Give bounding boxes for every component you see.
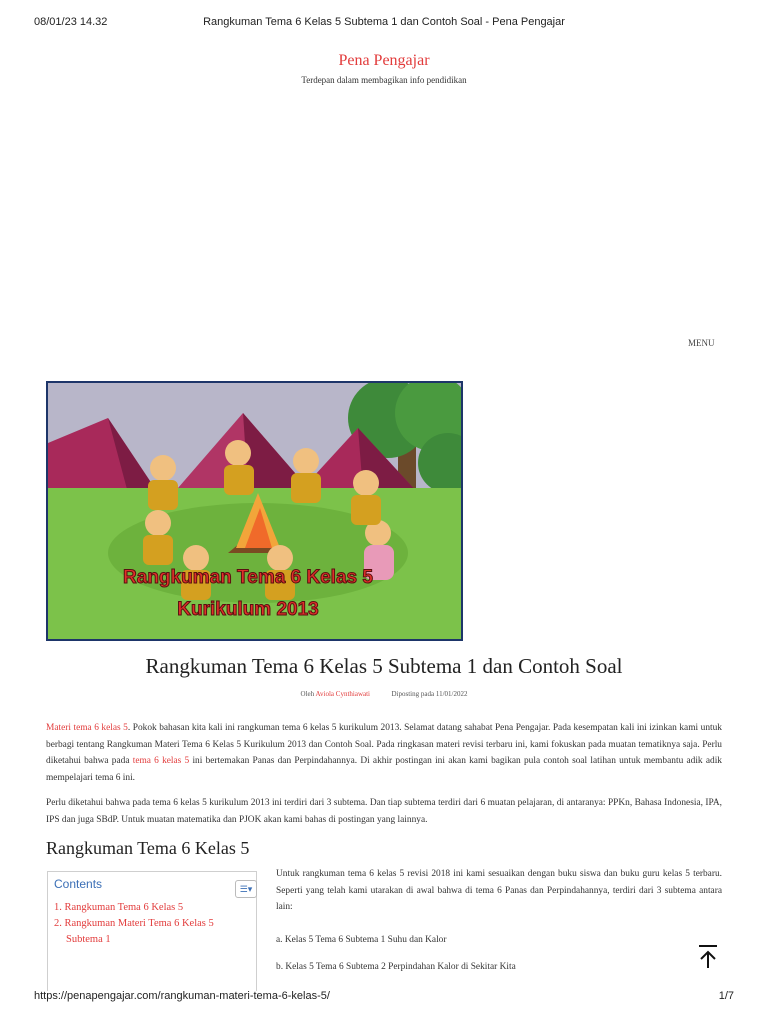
print-date: 08/01/23 14.32 bbox=[34, 16, 108, 28]
print-header bbox=[34, 16, 734, 30]
site-title[interactable]: Pena Pengajar bbox=[338, 52, 430, 69]
author-link[interactable]: Aviola Cynthiawati bbox=[315, 690, 370, 698]
site-tagline: Terdepan dalam membagikan info pendidikan bbox=[301, 75, 467, 85]
intro-text-b: ini bertemakan Panas dan Perpindahannya. Di akhir postingan ini akan kami bagikan pula contoh soal latihan untuk membantu adik adik mempelajari tema 6 ini. bbox=[46, 756, 722, 783]
campfire-illustration bbox=[48, 383, 461, 639]
menu-button[interactable]: MENU bbox=[688, 338, 715, 348]
subtema-paragraph: Perlu diketahui bahwa pada tema 6 kelas 5 kurikulum 2013 ini terdiri dari 3 subtema. Dan tiap subtema terdiri dari 6 muatan pelajaran, di antaranya: PPKn, Bahasa Indonesia, IPA, IPS dan juga SBdP. Untuk muatan matematika dan PJOK akan kami bahas di postingan yang lainnya. bbox=[46, 798, 722, 825]
toc-item-continuation[interactable]: Subtema 1 bbox=[66, 934, 111, 945]
print-url: https://penapengajar.com/rangkuman-materi-tema-6-kelas-5/ bbox=[34, 990, 330, 1002]
subtema-item-a: a. Kelas 5 Tema 6 Subtema 1 Suhu dan Kalor bbox=[276, 934, 447, 945]
table-of-contents bbox=[47, 871, 257, 991]
intro-paragraph bbox=[46, 720, 722, 786]
toc-title: Contents bbox=[54, 877, 103, 891]
post-title: Rangkuman Tema 6 Kelas 5 Subtema 1 dan Contoh Soal bbox=[145, 654, 623, 678]
tema-link[interactable]: tema 6 kelas 5 bbox=[132, 756, 190, 766]
post-meta bbox=[0, 690, 768, 698]
materi-link[interactable]: Materi tema 6 kelas 5 bbox=[46, 723, 128, 733]
print-page-number: 1/7 bbox=[718, 990, 734, 1002]
hero-image bbox=[46, 381, 463, 641]
toc-item[interactable]: 2. Rangkuman Materi Tema 6 Kelas 5 bbox=[54, 918, 214, 929]
toc-list bbox=[54, 900, 214, 948]
list-toggle-icon[interactable]: ☰▾ bbox=[235, 880, 257, 898]
hero-caption-line2: Kurikulum 2013 bbox=[177, 599, 319, 620]
arrow-up-to-top-icon[interactable] bbox=[697, 944, 719, 970]
section-content bbox=[276, 866, 722, 973]
intro-text-a: . Pokok bahasan kita kali ini rangkuman tema 6 kelas 5 kurikulum 2013. Selamat datang sahabat Pena Pengajar. Pada kesempatan kali ini izinkan kami untuk berbagi tentang Rangkuman Materi Tema 6 Kelas 5 Kurikulum 2013 dan Contoh Soal. Pada ringkasan materi revisi terbaru ini, kami fokuskan pada muatan tematiknya saja. Perlu diketahui bahwa pada bbox=[46, 723, 722, 766]
section-heading: Rangkuman Tema 6 Kelas 5 bbox=[46, 838, 250, 858]
section-paragraph: Untuk rangkuman tema 6 kelas 5 revisi 2018 ini kami sesuaikan dengan buku siswa dan buku guru kelas 5 terbaru. Seperti yang telah kami utarakan di awal bahwa di tema 6 Panas dan Perpindahannya, terdiri dari 3 subtema antara lain: bbox=[276, 869, 722, 912]
subtema-item-b: b. Kelas 5 Tema 6 Subtema 2 Perpindahan Kalor di Sekitar Kita bbox=[276, 962, 516, 972]
print-footer bbox=[34, 990, 734, 1004]
print-document-title: Rangkuman Tema 6 Kelas 5 Subtema 1 dan Contoh Soal - Pena Pengajar bbox=[203, 16, 565, 28]
hero-caption-line1: Rangkuman Tema 6 Kelas 5 bbox=[123, 567, 373, 588]
by-label: Oleh bbox=[300, 690, 315, 698]
posted-date: Diposting pada 11/01/2022 bbox=[391, 690, 468, 698]
toc-item[interactable]: 1. Rangkuman Tema 6 Kelas 5 bbox=[54, 902, 184, 913]
